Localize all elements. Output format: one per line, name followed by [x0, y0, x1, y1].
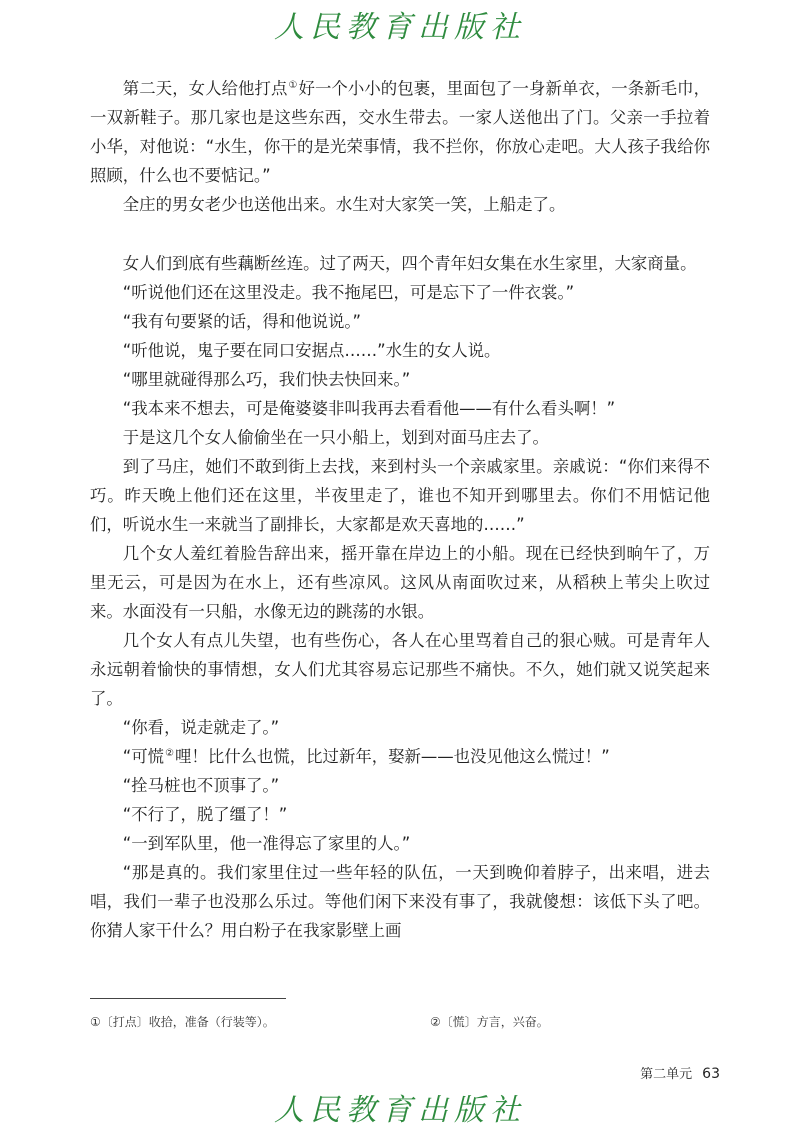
paragraph-1: 第二天，女人给他打点①好一个小小的包裹，里面包了一身新单衣，一条新毛巾，一双新鞋子。那几家也是这些东西，交水生带去。一家人送他出了门。父亲一手拉着小华，对他说：“水生，你干的是光荣事情，我不拦你，你放心走吧。大人孩子我给你照顾，什么也不要惦记。” [90, 79, 711, 185]
paragraph-2: 全庄的男女老少也送他出来。水生对大家笑一笑，上船走了。 [122, 195, 566, 214]
paragraph-14: “可慌②哩！比什么也慌，比过新年，娶新——也没见他这么慌过！” [122, 747, 610, 766]
footnote-2: ②〔慌〕方言，兴奋。 [430, 1015, 549, 1029]
paragraph-15: “拴马桩也不顶事了。” [122, 776, 280, 795]
paragraph-3: 女人们到底有些藕断丝连。过了两天，四个青年妇女集在水生家里，大家商量。 [122, 254, 697, 273]
paragraph-13: “你看，说走就走了。” [122, 718, 280, 737]
footnote-ref-2: ② [165, 748, 175, 759]
paragraph-6: “听他说，鬼子要在同口安据点……”水生的女人说。 [122, 341, 501, 360]
body-text [90, 74, 710, 945]
footnote-divider [90, 998, 286, 999]
unit-label: 第二单元 [640, 1067, 693, 1082]
paragraph-18: “那是真的。我们家里住过一些年轻的队伍，一天到晚仰着脖子，出来唱，进去唱，我们一辈子也没那么乐过。等他们闲下来没有事了，我就傻想：该低下头了吧。你猜人家干什么？用白粉子在我家影壁上画 [90, 863, 710, 940]
paragraph-5: “我有句要紧的话，得和他说说。” [122, 312, 362, 331]
footnote-1: ①〔打点〕收拾，准备（行装等）。 [90, 1015, 275, 1029]
paragraph-9: 于是这几个女人偷偷坐在一只小船上，划到对面马庄去了。 [122, 428, 549, 447]
page-number: 63 [702, 1066, 720, 1082]
paragraph-7: “哪里就碰得那么巧，我们快去快回来。” [122, 370, 411, 389]
paragraph-16: “不行了，脱了缰了！” [122, 805, 288, 824]
paragraph-11: 几个女人羞红着脸告辞出来，摇开靠在岸边上的小船。现在已经快到晌午了，万里无云，可是因为在水上，还有些凉风。这风从南面吹过来，从稻秧上苇尖上吹过来。水面没有一只船，水像无边的跳荡的水银。 [90, 544, 710, 621]
paragraph-17: “一到军队里，他一准得忘了家里的人。” [122, 834, 411, 853]
publisher-logo-bottom: 人民教育出版社 [274, 1093, 526, 1128]
paragraph-4: “听说他们还在这里没走。我不拖尾巴，可是忘下了一件衣裳。” [122, 283, 575, 302]
footnote-ref-1: ① [288, 80, 298, 91]
page-folio [640, 1063, 720, 1082]
paragraph-12: 几个女人有点儿失望，也有些伤心，各人在心里骂着自己的狠心贼。可是青年人永远朝着愉快的事情想，女人们尤其容易忘记那些不痛快。不久，她们就又说笑起来了。 [90, 631, 710, 708]
paragraph-8: “我本来不想去，可是俺婆婆非叫我再去看看他——有什么看头啊！” [122, 399, 616, 418]
paragraph-10: 到了马庄，她们不敢到街上去找，来到村头一个亲戚家里。亲戚说：“你们来得不巧。昨天晚上他们还在这里，半夜里走了，谁也不知开到哪里去。你们不用惦记他们，听说水生一来就当了副排长，大家都是欢天喜地的……” [90, 457, 710, 534]
publisher-logo-top: 人民教育出版社 [274, 10, 526, 45]
